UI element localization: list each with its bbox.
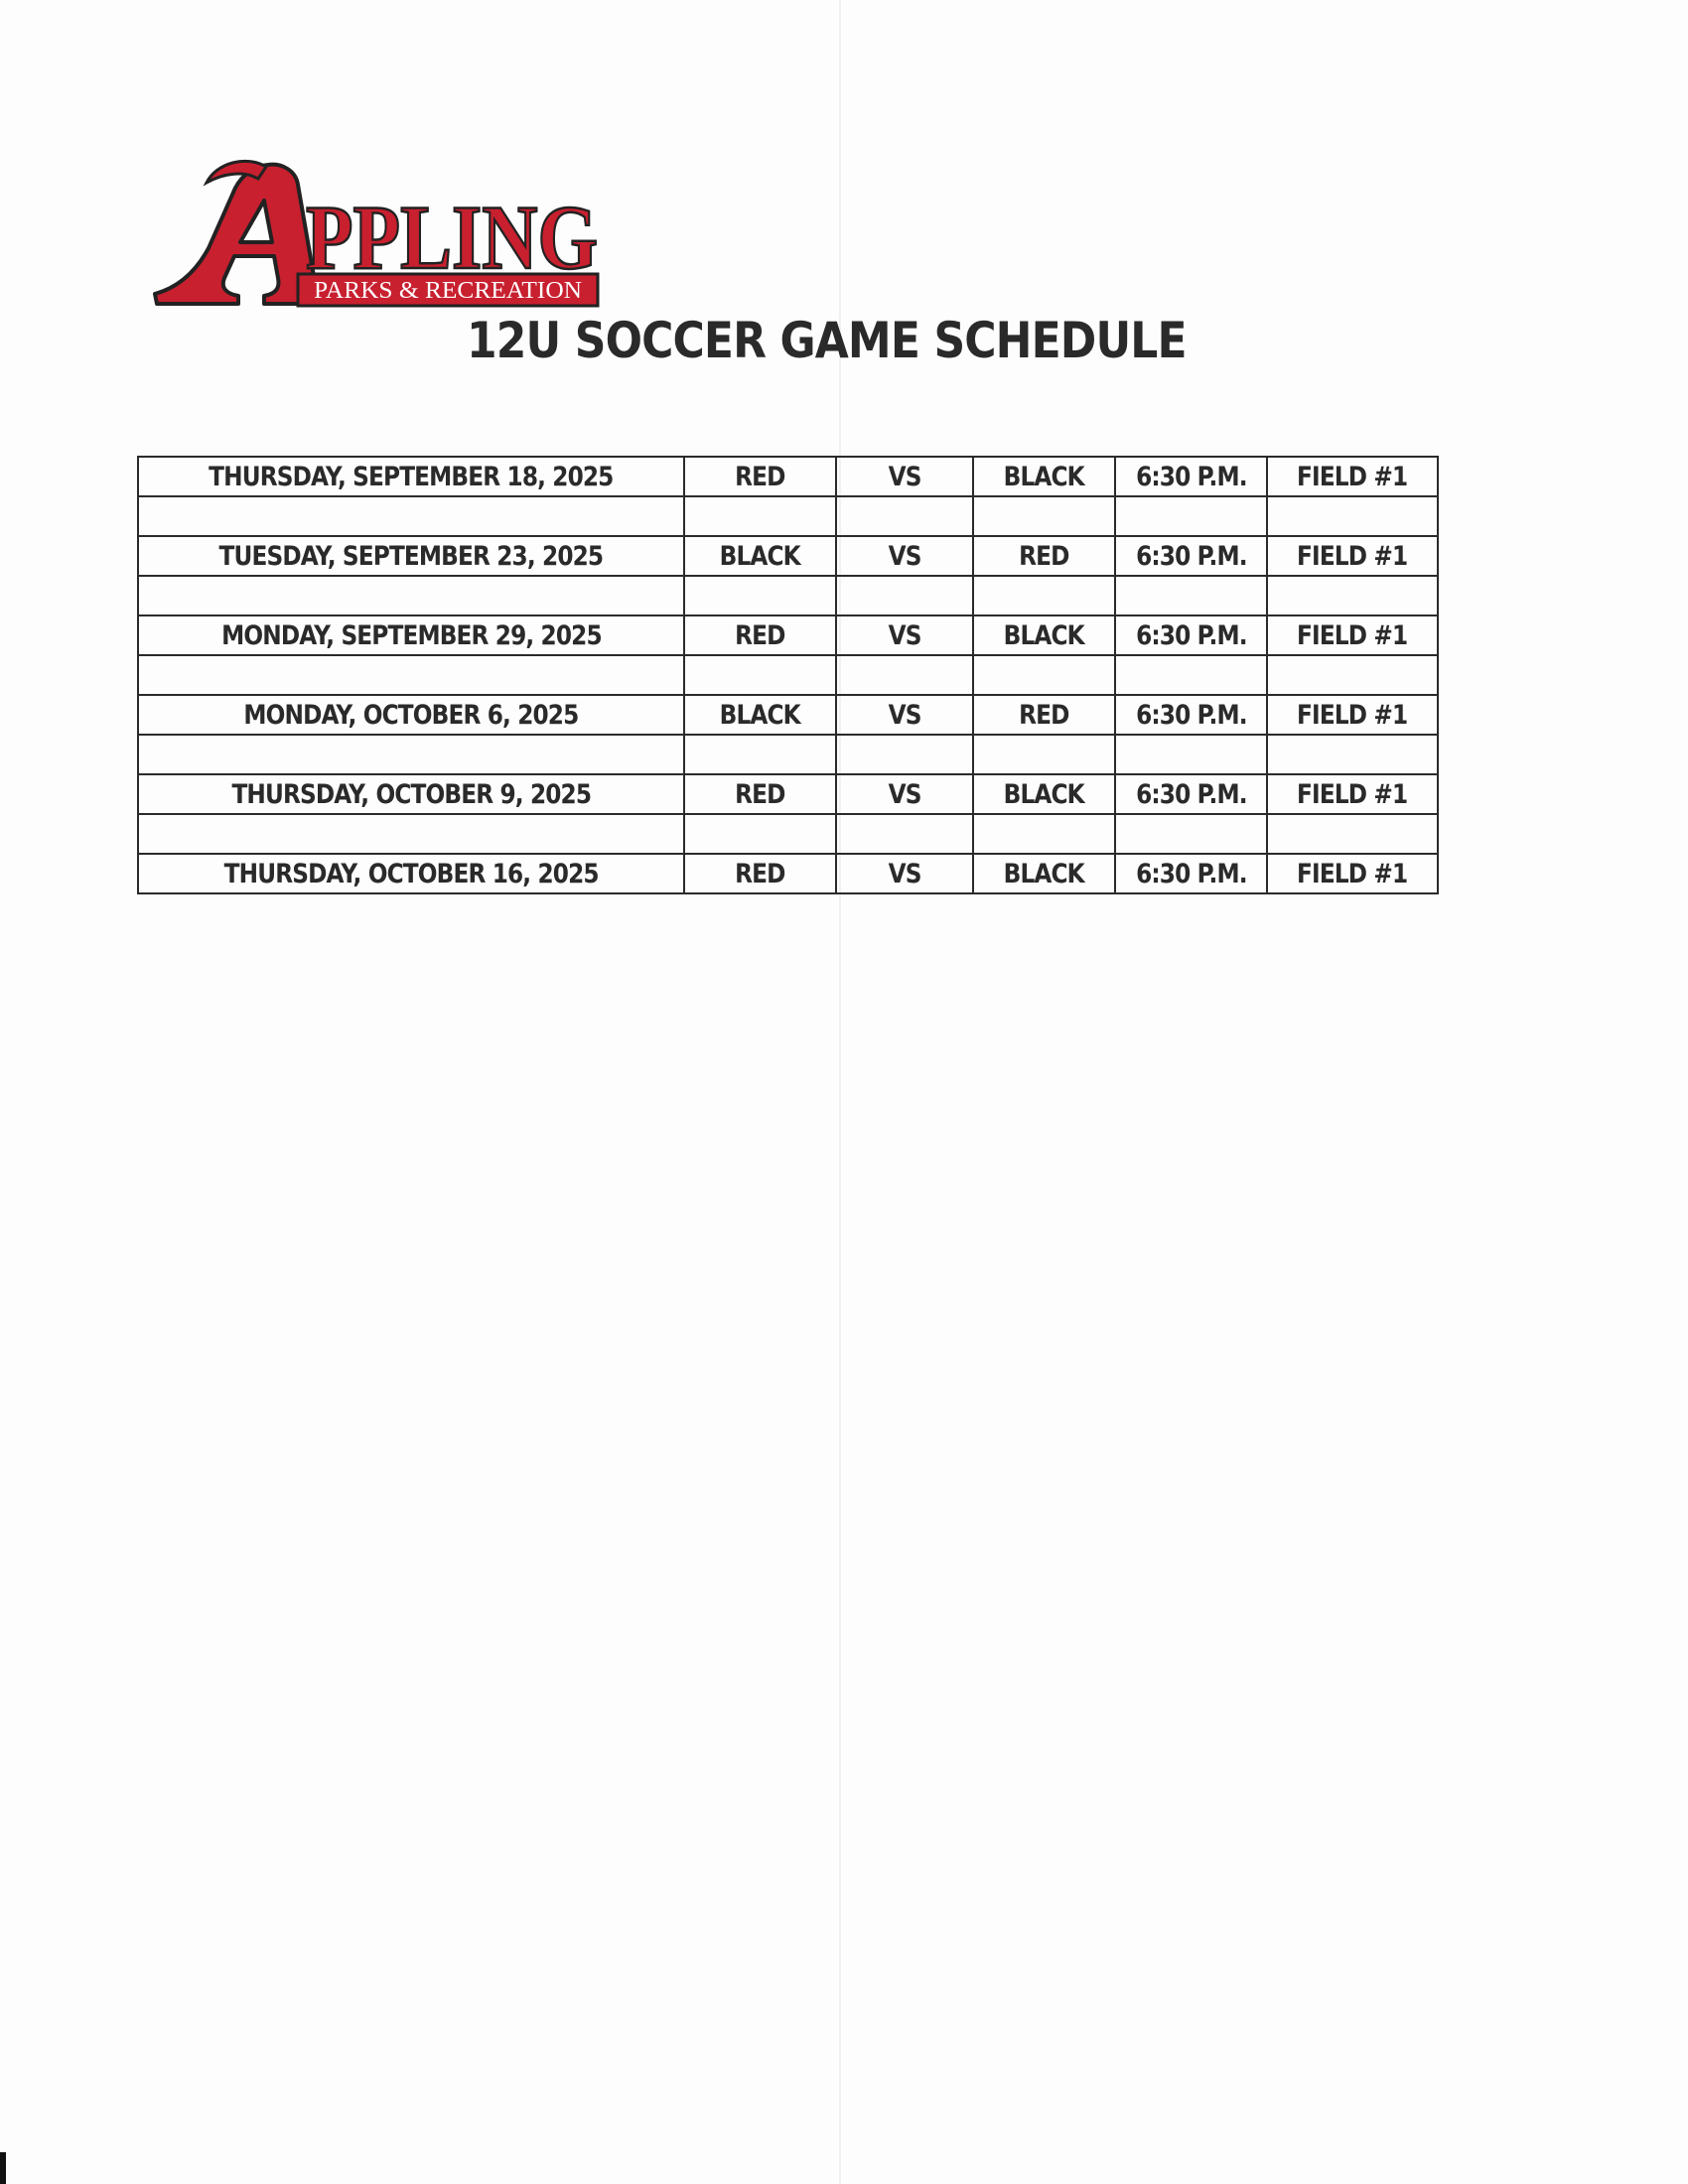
spacer-row (138, 655, 1438, 695)
versus-label: VS (836, 854, 973, 893)
spacer-row (138, 576, 1438, 615)
versus-label: VS (836, 536, 973, 576)
game-time: 6:30 P.M. (1115, 536, 1267, 576)
game-row (138, 774, 1438, 814)
home-team: RED (684, 774, 836, 814)
game-row (138, 457, 1438, 496)
away-team: BLACK (973, 854, 1115, 893)
game-date: THURSDAY, SEPTEMBER 18, 2025 (138, 457, 684, 496)
game-time: 6:30 P.M. (1115, 774, 1267, 814)
game-date: MONDAY, SEPTEMBER 29, 2025 (138, 615, 684, 655)
away-team: BLACK (973, 774, 1115, 814)
game-time: 6:30 P.M. (1115, 854, 1267, 893)
home-team: BLACK (684, 695, 836, 735)
game-date: TUESDAY, SEPTEMBER 23, 2025 (138, 536, 684, 576)
game-date: THURSDAY, OCTOBER 9, 2025 (138, 774, 684, 814)
spacer-row (138, 735, 1438, 774)
away-team: RED (973, 536, 1115, 576)
game-date: THURSDAY, OCTOBER 16, 2025 (138, 854, 684, 893)
away-team: BLACK (973, 615, 1115, 655)
game-field: FIELD #1 (1267, 854, 1438, 893)
spacer-row (138, 814, 1438, 854)
away-team: RED (973, 695, 1115, 735)
game-field: FIELD #1 (1267, 457, 1438, 496)
home-team: RED (684, 457, 836, 496)
versus-label: VS (836, 457, 973, 496)
home-team: BLACK (684, 536, 836, 576)
scan-edge-mark (0, 2152, 6, 2184)
game-field: FIELD #1 (1267, 615, 1438, 655)
logo-subtext: PARKS & RECREATION (314, 278, 582, 304)
game-field: FIELD #1 (1267, 536, 1438, 576)
appling-parks-logo (147, 157, 604, 314)
game-time: 6:30 P.M. (1115, 695, 1267, 735)
game-time: 6:30 P.M. (1115, 457, 1267, 496)
game-row (138, 615, 1438, 655)
versus-label: VS (836, 615, 973, 655)
logo-wordmark: PPLING (306, 187, 598, 288)
page-title: 12U SOCCER GAME SCHEDULE (467, 312, 1187, 369)
game-schedule-table (137, 456, 1439, 894)
game-row (138, 536, 1438, 576)
versus-label: VS (836, 695, 973, 735)
home-team: RED (684, 854, 836, 893)
game-time: 6:30 P.M. (1115, 615, 1267, 655)
game-row (138, 854, 1438, 893)
away-team: BLACK (973, 457, 1115, 496)
spacer-row (138, 496, 1438, 536)
game-row (138, 695, 1438, 735)
home-team: RED (684, 615, 836, 655)
versus-label: VS (836, 774, 973, 814)
game-field: FIELD #1 (1267, 695, 1438, 735)
game-date: MONDAY, OCTOBER 6, 2025 (138, 695, 684, 735)
game-field: FIELD #1 (1267, 774, 1438, 814)
